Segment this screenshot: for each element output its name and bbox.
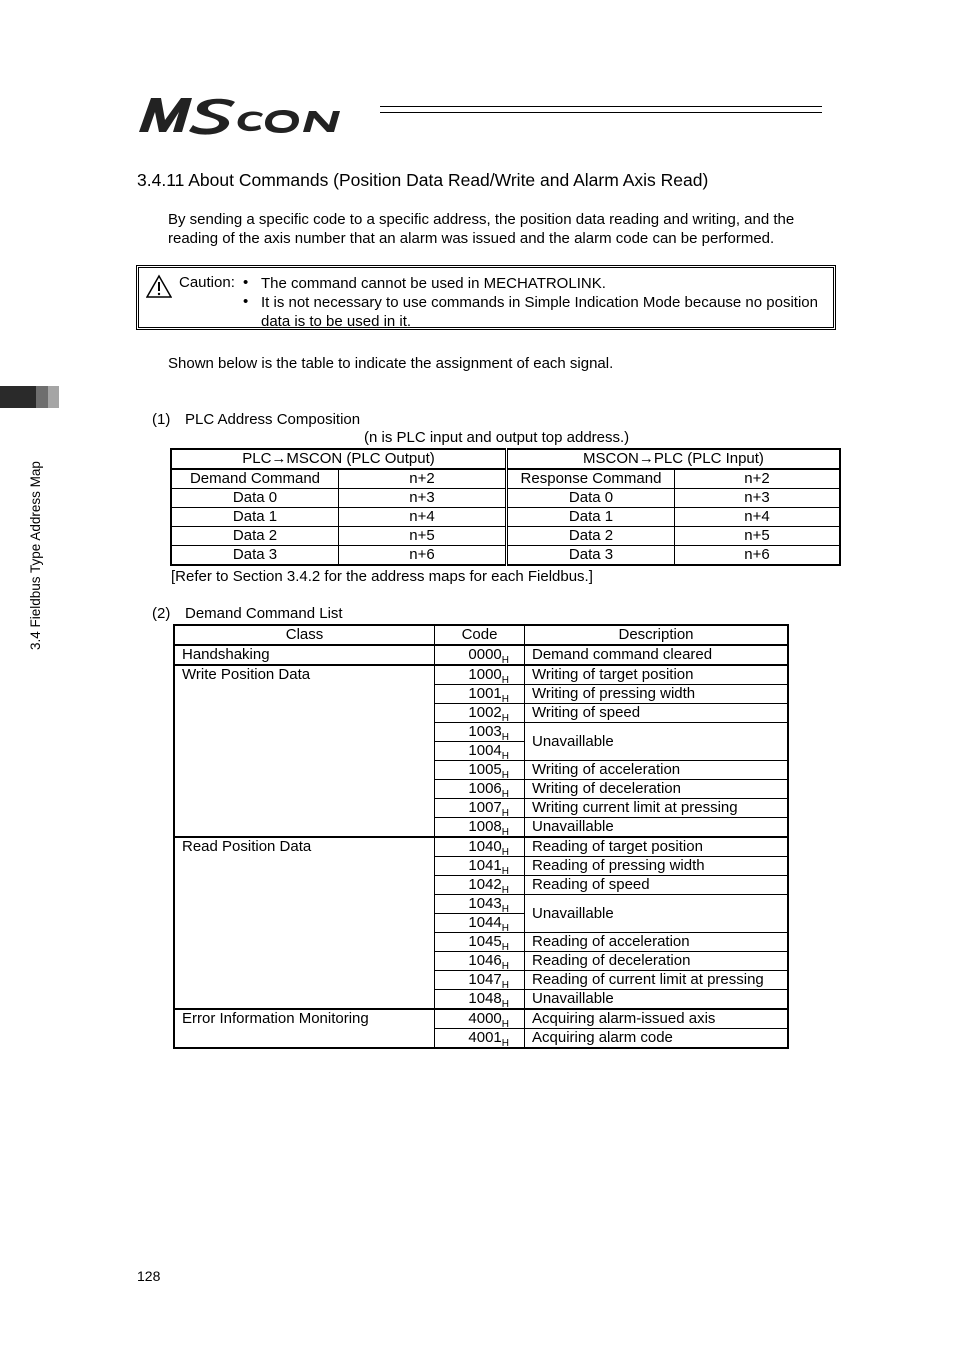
code-cell — [435, 837, 525, 857]
description-cell: Acquiring alarm-issued axis — [525, 1009, 789, 1029]
table-header-row — [174, 625, 788, 645]
caution-label: Caution: — [179, 274, 235, 291]
code-value: 1003 — [468, 723, 502, 740]
code-cell — [435, 933, 525, 952]
hex-suffix: H — [501, 980, 509, 991]
hex-suffix: H — [501, 655, 509, 666]
code-cell — [435, 704, 525, 723]
hex-suffix: H — [501, 675, 509, 686]
description-cell: Reading of target position — [525, 837, 789, 857]
code-cell — [435, 665, 525, 685]
cell: Data 1 — [171, 508, 339, 527]
description-cell: Reading of current limit at pressing — [525, 971, 789, 990]
code-cell — [435, 952, 525, 971]
header-plc-output: PLC→MSCON (PLC Output) — [171, 449, 507, 469]
code-value: 4001 — [468, 1029, 502, 1046]
description-cell: Demand command cleared — [525, 645, 789, 665]
cell: n+6 — [675, 546, 841, 566]
table-row — [174, 1009, 788, 1029]
code-cell — [435, 914, 525, 933]
side-label: 3.4 Fieldbus Type Address Map — [28, 461, 43, 650]
code-value: 1008 — [468, 818, 502, 835]
description-cell: Writing current limit at pressing — [525, 799, 789, 818]
cell: n+5 — [339, 527, 507, 546]
code-value: 4000 — [468, 1010, 502, 1027]
description-cell: Unavaillable — [525, 818, 789, 838]
header-description: Description — [525, 625, 789, 645]
code-cell — [435, 895, 525, 914]
code-cell — [435, 685, 525, 704]
hex-suffix: H — [501, 866, 509, 877]
description-cell: Writing of pressing width — [525, 685, 789, 704]
code-value: 1000 — [468, 666, 502, 683]
description-cell: Unavaillable — [525, 990, 789, 1010]
hex-suffix: H — [501, 885, 509, 896]
cell: n+3 — [675, 489, 841, 508]
hex-suffix: H — [501, 827, 509, 838]
code-cell — [435, 799, 525, 818]
code-value: 1048 — [468, 990, 502, 1007]
cell: n+2 — [339, 469, 507, 489]
code-value: 1001 — [468, 685, 502, 702]
description-cell: Writing of target position — [525, 665, 789, 685]
subsection-heading: Demand Command List — [185, 605, 343, 622]
code-value: 1044 — [468, 914, 502, 931]
hex-suffix: H — [501, 732, 509, 743]
hex-suffix: H — [501, 1019, 509, 1030]
caution-box — [136, 265, 836, 330]
code-value: 1045 — [468, 933, 502, 950]
table-row — [174, 665, 788, 685]
hex-suffix: H — [501, 770, 509, 781]
description-cell: Reading of speed — [525, 876, 789, 895]
cell: Data 3 — [507, 546, 675, 566]
caution-item: The command cannot be used in MECHATROLINK. — [261, 275, 606, 292]
cell: n+3 — [339, 489, 507, 508]
code-cell — [435, 1029, 525, 1049]
section-title: 3.4.11 About Commands (Position Data Read/Write and Alarm Axis Read) — [137, 170, 709, 190]
code-cell — [435, 645, 525, 665]
class-cell: Read Position Data — [174, 837, 435, 1009]
code-value: 1002 — [468, 704, 502, 721]
code-value: 1004 — [468, 742, 502, 759]
hex-suffix: H — [501, 942, 509, 953]
cell: Data 3 — [171, 546, 339, 566]
cell: n+6 — [339, 546, 507, 566]
table-row — [171, 527, 840, 546]
code-value: 1047 — [468, 971, 502, 988]
header-class: Class — [174, 625, 435, 645]
plc-address-table — [170, 448, 841, 566]
code-value: 1006 — [468, 780, 502, 797]
hex-suffix: H — [501, 1038, 509, 1049]
code-cell — [435, 761, 525, 780]
code-cell — [435, 971, 525, 990]
bullet: • — [243, 293, 249, 310]
hex-suffix: H — [501, 751, 509, 762]
hex-suffix: H — [501, 847, 509, 858]
hex-suffix: H — [501, 808, 509, 819]
cell: Response Command — [507, 469, 675, 489]
code-value: 1007 — [468, 799, 502, 816]
intro-paragraph: By sending a specific code to a specific address, the position data reading and writing, and the reading of the axis number that an alarm was issued and the alarm code can be performed. — [168, 211, 795, 247]
description-cell: Reading of acceleration — [525, 933, 789, 952]
code-cell — [435, 1009, 525, 1029]
hex-suffix: H — [501, 789, 509, 800]
subsection-number: (2) — [152, 605, 171, 622]
refer-note: [Refer to Section 3.4.2 for the address maps for each Fieldbus.] — [171, 568, 593, 585]
table-row — [171, 546, 840, 566]
hex-suffix: H — [501, 961, 509, 972]
description-cell: Writing of acceleration — [525, 761, 789, 780]
header-plc-input: MSCON→PLC (PLC Input) — [507, 449, 841, 469]
hex-suffix: H — [501, 694, 509, 705]
caution-item: It is not necessary to use commands in Simple Indication Mode because no position data is to be used in it. — [261, 294, 818, 330]
bullet: • — [243, 274, 249, 291]
header-code: Code — [435, 625, 525, 645]
description-cell: Reading of pressing width — [525, 857, 789, 876]
hex-suffix: H — [501, 713, 509, 724]
cell: Data 2 — [171, 527, 339, 546]
description-cell: Unavaillable — [525, 895, 789, 933]
code-cell — [435, 723, 525, 742]
cell: n+4 — [339, 508, 507, 527]
cell: n+2 — [675, 469, 841, 489]
side-tab-marker — [0, 386, 59, 408]
warning-icon — [146, 274, 172, 298]
table-row — [174, 645, 788, 665]
code-value: 1040 — [468, 838, 502, 855]
code-cell — [435, 857, 525, 876]
cell: n+4 — [675, 508, 841, 527]
code-cell — [435, 990, 525, 1010]
hex-suffix: H — [501, 999, 509, 1010]
page-number: 128 — [137, 1268, 161, 1284]
description-cell: Acquiring alarm code — [525, 1029, 789, 1049]
hex-suffix: H — [501, 904, 509, 915]
table-row — [171, 469, 840, 489]
code-value: 1046 — [468, 952, 502, 969]
table-row — [171, 508, 840, 527]
cell: Data 1 — [507, 508, 675, 527]
table-note: (n is PLC input and output top address.) — [364, 429, 630, 446]
subsection-heading: PLC Address Composition — [185, 411, 361, 428]
description-cell: Writing of speed — [525, 704, 789, 723]
cell: Demand Command — [171, 469, 339, 489]
code-value: 1005 — [468, 761, 502, 778]
header-rule — [380, 112, 822, 113]
table-intro-text: Shown below is the table to indicate the assignment of each signal. — [168, 355, 614, 372]
class-cell: Write Position Data — [174, 665, 435, 837]
cell: Data 0 — [507, 489, 675, 508]
hex-suffix: H — [501, 923, 509, 934]
code-cell — [435, 818, 525, 838]
subsection-number: (1) — [152, 411, 171, 428]
description-cell: Unavaillable — [525, 723, 789, 761]
code-cell — [435, 780, 525, 799]
mscon-logo — [137, 92, 377, 138]
table-row — [174, 837, 788, 857]
code-value: 1041 — [468, 857, 502, 874]
header-rule — [380, 106, 822, 107]
cell: Data 2 — [507, 527, 675, 546]
description-cell: Writing of deceleration — [525, 780, 789, 799]
code-value: 1043 — [468, 895, 502, 912]
table-row — [171, 489, 840, 508]
description-cell: Reading of deceleration — [525, 952, 789, 971]
table-header-row — [171, 449, 840, 469]
code-cell — [435, 742, 525, 761]
code-cell — [435, 876, 525, 895]
demand-command-table — [173, 624, 789, 1049]
code-value: 0000 — [468, 646, 502, 663]
code-value: 1042 — [468, 876, 502, 893]
class-cell: Error Information Monitoring — [174, 1009, 435, 1048]
class-cell: Handshaking — [174, 645, 435, 665]
cell: n+5 — [675, 527, 841, 546]
cell: Data 0 — [171, 489, 339, 508]
